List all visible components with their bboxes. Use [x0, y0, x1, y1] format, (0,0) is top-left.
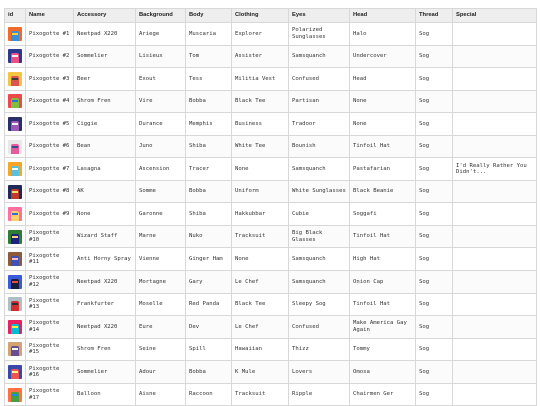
- clothing-cell: Le Chef: [232, 316, 289, 339]
- name-cell: Pixogotte #12: [26, 271, 74, 294]
- avatar-thumbnail[interactable]: [8, 185, 22, 199]
- special-cell: [453, 203, 537, 226]
- eyes-cell: Confused: [289, 316, 350, 339]
- id-cell: [5, 113, 26, 136]
- accessory-cell: Neetpad X220: [74, 316, 136, 339]
- clothing-cell: None: [232, 248, 289, 271]
- name-cell: Pixogotte #17: [26, 383, 74, 406]
- head-cell: Chairmen Ger: [350, 383, 416, 406]
- eyes-cell: Confused: [289, 68, 350, 91]
- table-row[interactable]: [5, 45, 537, 68]
- clothing-cell: Tracksuit: [232, 383, 289, 406]
- id-cell: [5, 68, 26, 91]
- accessory-cell: Sommelier: [74, 45, 136, 68]
- avatar-thumbnail[interactable]: [8, 49, 22, 63]
- head-cell: Tinfoil Hat: [350, 135, 416, 158]
- background-cell: Juno: [136, 135, 186, 158]
- column-header-id[interactable]: id: [5, 9, 26, 23]
- table-row[interactable]: [5, 248, 537, 271]
- avatar-thumbnail[interactable]: [8, 207, 22, 221]
- thread-cell: Sog: [416, 113, 453, 136]
- table-row[interactable]: [5, 158, 537, 181]
- avatar-thumbnail[interactable]: [8, 320, 22, 334]
- name-cell: Pixogotte #4: [26, 90, 74, 113]
- clothing-cell: Black Tee: [232, 293, 289, 316]
- head-cell: Head: [350, 68, 416, 91]
- column-header-eyes[interactable]: Eyes: [289, 9, 350, 23]
- body-cell: Red Panda: [186, 293, 232, 316]
- body-cell: Raccoon: [186, 383, 232, 406]
- head-cell: None: [350, 113, 416, 136]
- avatar-eyes-shape: [12, 78, 18, 80]
- clothing-cell: Hawaiian: [232, 338, 289, 361]
- eyes-cell: Ripple: [289, 383, 350, 406]
- table-row[interactable]: [5, 338, 537, 361]
- column-header-background[interactable]: Background: [136, 9, 186, 23]
- id-cell: [5, 338, 26, 361]
- special-cell: [453, 180, 537, 203]
- clothing-cell: Business: [232, 113, 289, 136]
- head-cell: Tommy: [350, 338, 416, 361]
- column-header-thread[interactable]: Thread: [416, 9, 453, 23]
- body-cell: Dev: [186, 316, 232, 339]
- clothing-cell: Le Chef: [232, 271, 289, 294]
- clothing-cell: Black Tee: [232, 90, 289, 113]
- id-cell: [5, 23, 26, 46]
- eyes-cell: Samsquanch: [289, 271, 350, 294]
- thread-cell: Sog: [416, 158, 453, 181]
- name-cell: Pixogotte #5: [26, 113, 74, 136]
- body-cell: Gary: [186, 271, 232, 294]
- column-header-special[interactable]: Special: [453, 9, 537, 23]
- table-row[interactable]: [5, 135, 537, 158]
- accessory-cell: Sommelier: [74, 361, 136, 384]
- id-cell: [5, 45, 26, 68]
- head-cell: Tinfoil Hat: [350, 293, 416, 316]
- thread-cell: Sog: [416, 225, 453, 248]
- data-table-container: [4, 8, 536, 406]
- special-cell: [453, 361, 537, 384]
- name-cell: Pixogotte #7: [26, 158, 74, 181]
- background-cell: Exout: [136, 68, 186, 91]
- id-cell: [5, 158, 26, 181]
- header-row: [5, 9, 537, 23]
- head-cell: Pastafarian: [350, 158, 416, 181]
- accessory-cell: AK: [74, 180, 136, 203]
- accessory-cell: Frankfurter: [74, 293, 136, 316]
- special-cell: [453, 45, 537, 68]
- background-cell: Marne: [136, 225, 186, 248]
- body-cell: Muscaria: [186, 23, 232, 46]
- clothing-cell: Uniform: [232, 180, 289, 203]
- avatar-eyes-shape: [12, 303, 18, 305]
- thread-cell: Sog: [416, 293, 453, 316]
- table-row[interactable]: [5, 90, 537, 113]
- head-cell: Make America Gay Again: [350, 316, 416, 339]
- avatar-eyes-shape: [12, 236, 18, 238]
- avatar-thumbnail[interactable]: [8, 72, 22, 86]
- thread-cell: Sog: [416, 90, 453, 113]
- table-row[interactable]: [5, 23, 537, 46]
- head-cell: High Hat: [350, 248, 416, 271]
- name-cell: Pixogotte #15: [26, 338, 74, 361]
- eyes-cell: Partisan: [289, 90, 350, 113]
- accessory-cell: Wizard Staff: [74, 225, 136, 248]
- special-cell: [453, 271, 537, 294]
- avatar-eyes-shape: [12, 371, 18, 373]
- body-cell: Nuko: [186, 225, 232, 248]
- avatar-eyes-shape: [12, 55, 18, 57]
- avatar-thumbnail[interactable]: [8, 27, 22, 41]
- thread-cell: Sog: [416, 180, 453, 203]
- special-cell: [453, 293, 537, 316]
- table-row[interactable]: [5, 225, 537, 248]
- accessory-cell: Neetpad X220: [74, 23, 136, 46]
- name-cell: Pixogotte #9: [26, 203, 74, 226]
- table-row[interactable]: [5, 383, 537, 406]
- avatar-eyes-shape: [12, 100, 18, 102]
- id-cell: [5, 316, 26, 339]
- background-cell: Garonne: [136, 203, 186, 226]
- eyes-cell: Big Black Glasses: [289, 225, 350, 248]
- table-row[interactable]: [5, 68, 537, 91]
- name-cell: Pixogotte #3: [26, 68, 74, 91]
- avatar-eyes-shape: [12, 348, 18, 350]
- clothing-cell: Tracksuit: [232, 225, 289, 248]
- thread-cell: Sog: [416, 383, 453, 406]
- avatar-eyes-shape: [12, 326, 18, 328]
- avatar-thumbnail[interactable]: [8, 252, 22, 266]
- background-cell: Vienne: [136, 248, 186, 271]
- avatar-thumbnail[interactable]: [8, 94, 22, 108]
- name-cell: Pixogotte #10: [26, 225, 74, 248]
- eyes-cell: Tradoor: [289, 113, 350, 136]
- avatar-eyes-shape: [12, 33, 18, 35]
- name-cell: Pixogotte #11: [26, 248, 74, 271]
- eyes-cell: White Sunglasses: [289, 180, 350, 203]
- thread-cell: Sog: [416, 248, 453, 271]
- thread-cell: Sog: [416, 68, 453, 91]
- head-cell: Onion Cap: [350, 271, 416, 294]
- head-cell: Omosa: [350, 361, 416, 384]
- table-row[interactable]: [5, 361, 537, 384]
- avatar-eyes-shape: [12, 168, 18, 170]
- accessory-cell: Neetpad X220: [74, 271, 136, 294]
- avatar-thumbnail[interactable]: [8, 117, 22, 131]
- background-cell: Mortagne: [136, 271, 186, 294]
- special-cell: [453, 316, 537, 339]
- avatar-eyes-shape: [12, 258, 18, 260]
- eyes-cell: Thizz: [289, 338, 350, 361]
- special-cell: [453, 23, 537, 46]
- name-cell: Pixogotte #6: [26, 135, 74, 158]
- accessory-cell: None: [74, 203, 136, 226]
- column-header-clothing[interactable]: Clothing: [232, 9, 289, 23]
- body-cell: Ginger Ham: [186, 248, 232, 271]
- thread-cell: Sog: [416, 316, 453, 339]
- special-cell: I'd Really Rather You Didn't...: [453, 158, 537, 181]
- avatar-thumbnail[interactable]: [8, 388, 22, 402]
- background-cell: Vire: [136, 90, 186, 113]
- avatar-eyes-shape: [12, 213, 18, 215]
- accessory-cell: Shrom Fren: [74, 338, 136, 361]
- eyes-cell: Polarized Sunglasses: [289, 23, 350, 46]
- avatar-thumbnail[interactable]: [8, 140, 22, 154]
- avatar-eyes-shape: [12, 123, 18, 125]
- eyes-cell: Bounish: [289, 135, 350, 158]
- thread-cell: Sog: [416, 271, 453, 294]
- body-cell: Memphis: [186, 113, 232, 136]
- background-cell: Eure: [136, 316, 186, 339]
- accessory-cell: Ciggie: [74, 113, 136, 136]
- id-cell: [5, 271, 26, 294]
- head-cell: Halo: [350, 23, 416, 46]
- clothing-cell: None: [232, 158, 289, 181]
- column-header-body[interactable]: Body: [186, 9, 232, 23]
- background-cell: Somme: [136, 180, 186, 203]
- name-cell: Pixogotte #14: [26, 316, 74, 339]
- eyes-cell: Lovers: [289, 361, 350, 384]
- head-cell: Black Beanie: [350, 180, 416, 203]
- name-cell: Pixogotte #8: [26, 180, 74, 203]
- accessory-cell: Bean: [74, 135, 136, 158]
- table-body: [5, 23, 537, 406]
- avatar-thumbnail[interactable]: [8, 342, 22, 356]
- thread-cell: Sog: [416, 361, 453, 384]
- table-row[interactable]: [5, 203, 537, 226]
- avatar-thumbnail[interactable]: [8, 365, 22, 379]
- clothing-cell: Militia Vest: [232, 68, 289, 91]
- id-cell: [5, 293, 26, 316]
- table-row[interactable]: [5, 293, 537, 316]
- special-cell: [453, 248, 537, 271]
- background-cell: Ascension: [136, 158, 186, 181]
- head-cell: Soggafi: [350, 203, 416, 226]
- avatar-thumbnail[interactable]: [8, 162, 22, 176]
- background-cell: Adour: [136, 361, 186, 384]
- accessory-cell: Balloon: [74, 383, 136, 406]
- accessory-cell: Beer: [74, 68, 136, 91]
- id-cell: [5, 180, 26, 203]
- eyes-cell: Samsquanch: [289, 45, 350, 68]
- background-cell: Ariege: [136, 23, 186, 46]
- name-cell: Pixogotte #1: [26, 23, 74, 46]
- name-cell: Pixogotte #16: [26, 361, 74, 384]
- body-cell: Bobba: [186, 180, 232, 203]
- accessory-cell: Shrom Fren: [74, 90, 136, 113]
- id-cell: [5, 203, 26, 226]
- id-cell: [5, 248, 26, 271]
- clothing-cell: Hakkubbar: [232, 203, 289, 226]
- special-cell: [453, 225, 537, 248]
- table-row[interactable]: [5, 113, 537, 136]
- body-cell: Bobba: [186, 361, 232, 384]
- id-cell: [5, 225, 26, 248]
- special-cell: [453, 338, 537, 361]
- body-cell: Tess: [186, 68, 232, 91]
- id-cell: [5, 90, 26, 113]
- column-header-head[interactable]: Head: [350, 9, 416, 23]
- avatar-thumbnail[interactable]: [8, 297, 22, 311]
- accessory-cell: Lasagna: [74, 158, 136, 181]
- table-row[interactable]: [5, 271, 537, 294]
- thread-cell: Sog: [416, 203, 453, 226]
- special-cell: [453, 383, 537, 406]
- background-cell: Seine: [136, 338, 186, 361]
- background-cell: Aisne: [136, 383, 186, 406]
- avatar-thumbnail[interactable]: [8, 275, 22, 289]
- name-cell: Pixogotte #2: [26, 45, 74, 68]
- column-header-accessory[interactable]: Accessory: [74, 9, 136, 23]
- nft-attributes-table: [4, 8, 537, 406]
- head-cell: Tinfoil Hat: [350, 225, 416, 248]
- body-cell: Shiba: [186, 135, 232, 158]
- eyes-cell: Cubie: [289, 203, 350, 226]
- thread-cell: Sog: [416, 135, 453, 158]
- avatar-eyes-shape: [12, 146, 18, 148]
- accessory-cell: Anti Horny Spray: [74, 248, 136, 271]
- body-cell: Bobba: [186, 90, 232, 113]
- body-cell: Shiba: [186, 203, 232, 226]
- clothing-cell: K Mule: [232, 361, 289, 384]
- special-cell: [453, 90, 537, 113]
- background-cell: Lisieux: [136, 45, 186, 68]
- eyes-cell: Samsquanch: [289, 158, 350, 181]
- avatar-eyes-shape: [12, 281, 18, 283]
- clothing-cell: Assister: [232, 45, 289, 68]
- table-row[interactable]: [5, 180, 537, 203]
- body-cell: Tom: [186, 45, 232, 68]
- special-cell: [453, 135, 537, 158]
- avatar-eyes-shape: [12, 191, 18, 193]
- name-cell: Pixogotte #13: [26, 293, 74, 316]
- special-cell: [453, 68, 537, 91]
- id-cell: [5, 361, 26, 384]
- avatar-thumbnail[interactable]: [8, 230, 22, 244]
- id-cell: [5, 135, 26, 158]
- head-cell: None: [350, 90, 416, 113]
- clothing-cell: White Tee: [232, 135, 289, 158]
- background-cell: Moselle: [136, 293, 186, 316]
- thread-cell: Sog: [416, 45, 453, 68]
- thread-cell: Sog: [416, 338, 453, 361]
- special-cell: [453, 113, 537, 136]
- body-cell: Tracer: [186, 158, 232, 181]
- body-cell: Spill: [186, 338, 232, 361]
- table-row[interactable]: [5, 316, 537, 339]
- eyes-cell: Samsquanch: [289, 248, 350, 271]
- eyes-cell: Sleepy Sog: [289, 293, 350, 316]
- clothing-cell: Explorer: [232, 23, 289, 46]
- background-cell: Durance: [136, 113, 186, 136]
- id-cell: [5, 383, 26, 406]
- avatar-eyes-shape: [12, 394, 18, 396]
- column-header-name[interactable]: Name: [26, 9, 74, 23]
- head-cell: Undercover: [350, 45, 416, 68]
- thread-cell: Sog: [416, 23, 453, 46]
